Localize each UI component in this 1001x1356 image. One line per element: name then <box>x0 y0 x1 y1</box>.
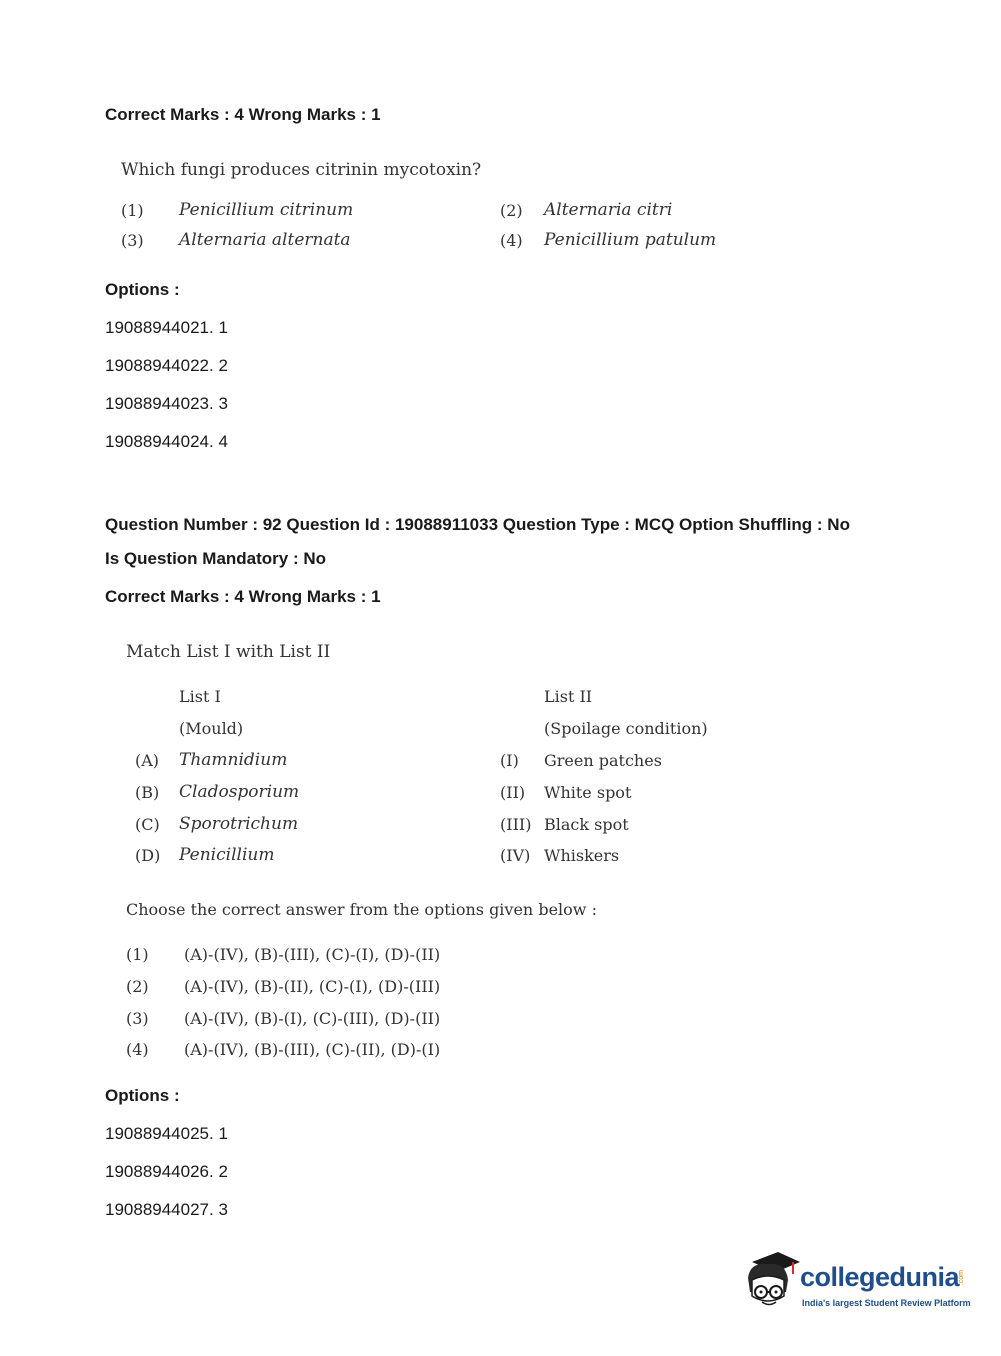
q2-row-a-label: (A) <box>135 751 160 770</box>
q1-choice-text-3: Alternaria alternata <box>179 230 351 250</box>
q2-row-iv-label: (IV) <box>500 846 531 865</box>
mascot-icon <box>742 1248 802 1318</box>
q2-option-2: 19088944026. 2 <box>105 1162 228 1181</box>
q2-option-1: 19088944025. 1 <box>105 1124 228 1143</box>
q2-answer-text-3: (A)-(IV), (B)-(I), (C)-(III), (D)-(II) <box>184 1009 441 1028</box>
q2-row-i-condition: Green patches <box>544 751 662 770</box>
q1-option-3: 19088944023. 3 <box>105 394 228 413</box>
q1-choice-text-2: Alternaria citri <box>544 200 673 220</box>
q1-options-label: Options : <box>105 280 180 299</box>
q2-list1-sub: (Mould) <box>179 719 244 738</box>
q2-header-line1: Question Number : 92 Question Id : 19088911033 Question Type : MCQ Option Shuffling : No <box>105 515 850 534</box>
q1-option-4: 19088944024. 4 <box>105 432 228 451</box>
q2-header-line2: Is Question Mandatory : No <box>105 549 327 568</box>
q1-choice-num-4: (4) <box>500 231 523 250</box>
q2-answer-text-1: (A)-(IV), (B)-(III), (C)-(I), (D)-(II) <box>184 945 441 964</box>
q2-answer-num-3: (3) <box>126 1009 149 1028</box>
q2-row-b-mould: Cladosporium <box>179 782 300 802</box>
q2-row-b-label: (B) <box>135 783 160 802</box>
q2-answer-num-1: (1) <box>126 945 149 964</box>
q2-list1-title: List I <box>179 687 221 706</box>
q2-marks: Correct Marks : 4 Wrong Marks : 1 <box>105 587 381 606</box>
q1-marks: Correct Marks : 4 Wrong Marks : 1 <box>105 105 381 124</box>
logo-wordmark: collegedunia <box>800 1262 960 1292</box>
q2-answer-text-4: (A)-(IV), (B)-(III), (C)-(II), (D)-(I) <box>184 1040 441 1059</box>
q2-row-iii-condition: Black spot <box>544 815 629 834</box>
q1-choice-text-4: Penicillium patulum <box>544 230 717 250</box>
q2-row-c-label: (C) <box>135 815 160 834</box>
q2-list2-sub: (Spoilage condition) <box>544 719 708 738</box>
q2-row-c-mould: Sporotrichum <box>179 814 299 834</box>
q2-options-label: Options : <box>105 1086 180 1105</box>
logo-domain-suffix: .com <box>958 1270 965 1286</box>
q2-list2-title: List II <box>544 687 593 706</box>
q2-row-d-label: (D) <box>135 846 161 865</box>
q1-question: Which fungi produces citrinin mycotoxin? <box>121 160 482 180</box>
q2-row-iv-condition: Whiskers <box>544 846 620 865</box>
collegedunia-logo[interactable] <box>742 1248 972 1320</box>
q1-option-2: 19088944022. 2 <box>105 356 228 375</box>
q2-row-iii-label: (III) <box>500 815 532 834</box>
q1-choice-num-2: (2) <box>500 201 523 220</box>
q1-option-1: 19088944021. 1 <box>105 318 228 337</box>
q2-row-ii-label: (II) <box>500 783 526 802</box>
q1-choice-num-3: (3) <box>121 231 144 250</box>
q1-choice-text-1: Penicillium citrinum <box>179 200 354 220</box>
q2-answer-text-2: (A)-(IV), (B)-(II), (C)-(I), (D)-(III) <box>184 977 441 996</box>
q2-row-a-mould: Thamnidium <box>179 750 288 770</box>
q2-option-3: 19088944027. 3 <box>105 1200 228 1219</box>
q2-answer-num-4: (4) <box>126 1040 149 1059</box>
q2-row-i-label: (I) <box>500 751 519 770</box>
q2-choose-instruction: Choose the correct answer from the options given below : <box>126 900 597 919</box>
q1-choice-num-1: (1) <box>121 201 144 220</box>
q2-answer-num-2: (2) <box>126 977 149 996</box>
q2-row-ii-condition: White spot <box>544 783 632 802</box>
q2-question: Match List I with List II <box>126 642 331 662</box>
logo-tagline: India's largest Student Review Platform <box>802 1298 971 1308</box>
q2-row-d-mould: Penicillium <box>179 845 275 865</box>
